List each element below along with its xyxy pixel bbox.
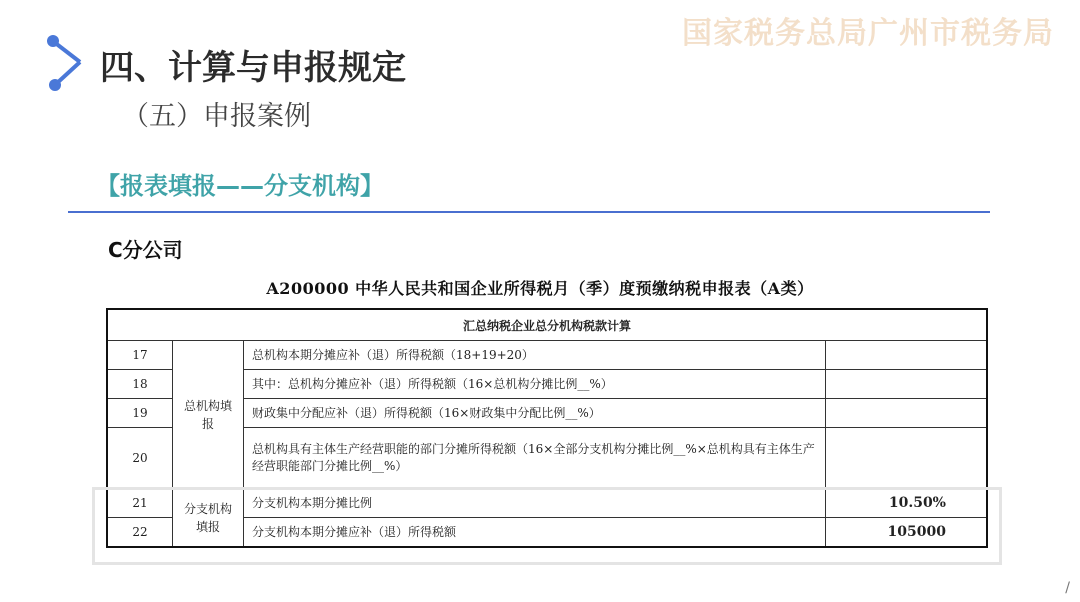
row-value: [826, 428, 988, 489]
tax-bureau-watermark: 国家税务总局广州市税务局: [682, 16, 1054, 51]
table-row: [107, 341, 987, 370]
row-value: [826, 399, 988, 428]
row-description: 总机构本期分摊应补（退）所得税额（18+19+20）: [244, 341, 826, 370]
group-label-head-office: 总机构填报: [173, 341, 244, 489]
form-title: A200000 中华人民共和国企业所得税月（季）度预缴纳税申报表（A类）: [266, 279, 814, 298]
table-header-row: [107, 309, 987, 341]
row-description: 分支机构本期分摊比例: [244, 489, 826, 518]
page-title: 四、计算与申报规定: [100, 48, 406, 88]
branch-rows-highlight-box: [92, 487, 1002, 565]
page-subtitle: （五）申报案例: [122, 101, 311, 132]
group-label-branch: 分支机构填报: [173, 489, 244, 548]
row-number: 17: [107, 341, 173, 370]
row-description: 财政集中分配应补（退）所得税额（16×财政集中分配比例__%）: [244, 399, 826, 428]
row-value: [826, 370, 988, 399]
row-number: 20: [107, 428, 173, 489]
company-name: C分公司: [108, 238, 183, 262]
row-value: 105000: [826, 518, 988, 548]
row-number: 21: [107, 489, 173, 518]
row-number: 18: [107, 370, 173, 399]
section-tag: 【报表填报——分支机构】: [96, 172, 384, 200]
row-description: 总机构具有主体生产经营职能的部门分摊所得税额（16×全部分支机构分摊比例__%×总机构具有主体生产经营职能部门分摊比例__%）: [244, 428, 826, 489]
table-header: 汇总纳税企业总分机构税款计算: [107, 309, 987, 341]
row-number: 22: [107, 518, 173, 548]
row-description: 其中：总机构分摊应补（退）所得税额（16×总机构分摊比例__%）: [244, 370, 826, 399]
row-number: 19: [107, 399, 173, 428]
row-description: 分支机构本期分摊应补（退）所得税额: [244, 518, 826, 548]
header-divider: [68, 211, 990, 213]
row-value: 10.50%: [826, 489, 988, 518]
corner-mark: /: [1065, 580, 1070, 596]
row-value: [826, 341, 988, 370]
connector-nodes-icon: [44, 34, 92, 92]
